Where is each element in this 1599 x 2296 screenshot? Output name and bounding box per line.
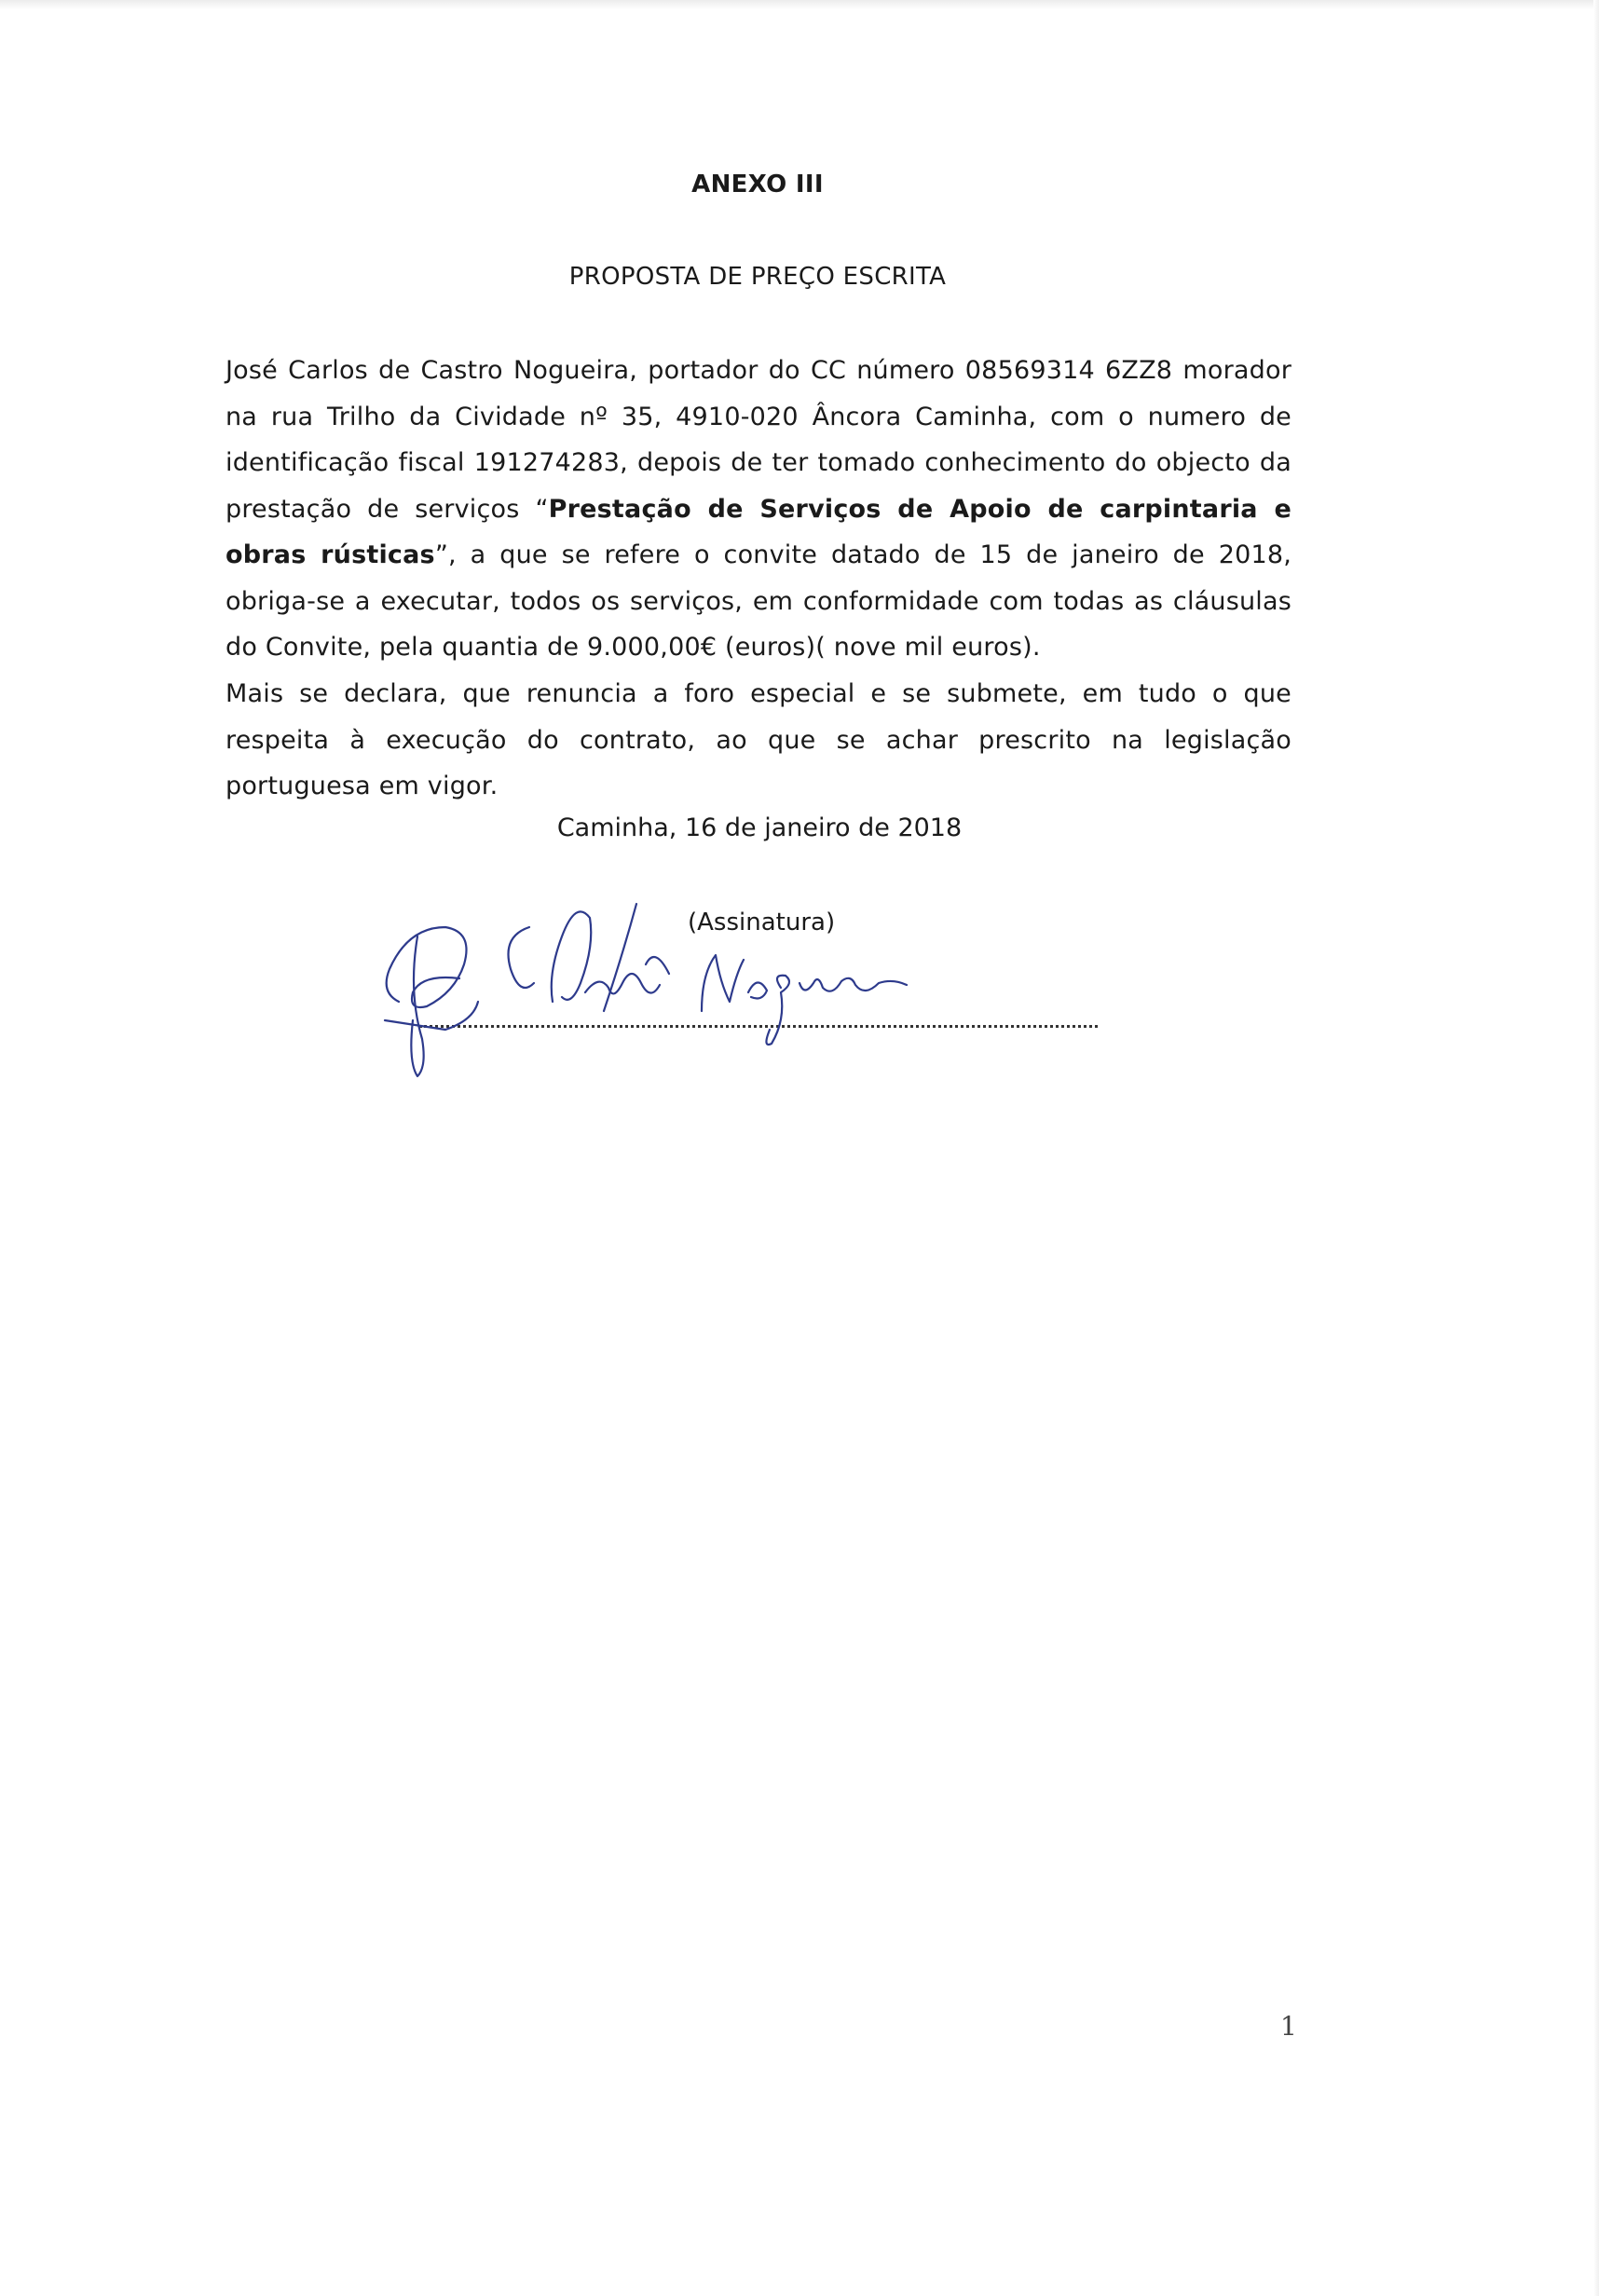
scan-edge-right: [1593, 0, 1599, 2296]
document-title: PROPOSTA DE PREÇO ESCRITA: [568, 263, 947, 291]
signature-label: (Assinatura): [688, 909, 836, 936]
page-number: 1: [1280, 2011, 1297, 2042]
paragraph-text-part1: José Carlos de Castro Nogueira, portador do CC número 08569314 6ZZ8 morador na rua Trilho da Cividade nº 35, 4910-020 Âncora Caminha, com o numero de identificação fiscal 191274283, depois de ter tomado conhecimento do objecto da prestação de serviços “: [226, 356, 1292, 524]
annex-title: ANEXO III: [691, 171, 824, 198]
proposal-paragraph: [226, 348, 1292, 671]
declaration-text: Mais se declara, que renuncia a foro especial e se submete, em tudo o que respeita à execução do contrato, ao que se achar prescrito na legislação portuguesa em vigor.: [226, 679, 1292, 800]
declaration-paragraph: [226, 671, 1292, 810]
scan-edge-top: [0, 0, 1599, 9]
place-date: Caminha, 16 de janeiro de 2018: [556, 813, 963, 842]
paragraph-text-part2: ”, a que se refere o convite datado de 15 de janeiro de 2018, obriga-se a executar, todos os serviços, em conformidade com todas as cláusulas do Convite, pela quantia de 9.000,00€ (euros)( nove mil euros).: [226, 540, 1292, 662]
service-name: Prestação de Serviços de Apoio de carpintaria e obras rústicas: [226, 494, 1292, 569]
handwritten-signature: [371, 881, 930, 1104]
